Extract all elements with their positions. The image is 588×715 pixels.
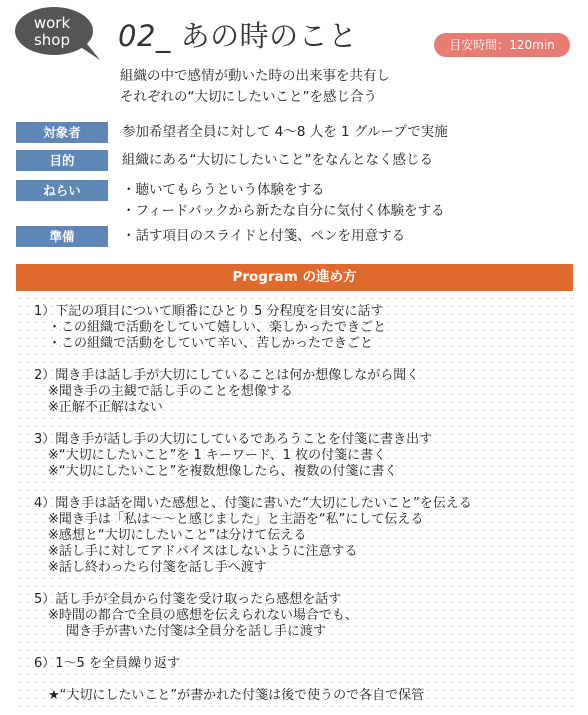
step-sub: ※聞き手は「私は〜〜と感じました」と主語を“私”にして伝える bbox=[48, 512, 424, 527]
step-main: 2）聞き手は話し手が大切にしていることは何か想像しながら聞く bbox=[34, 368, 420, 383]
title-number: 02_ bbox=[118, 19, 171, 53]
info-value-line: ・聴いてもらうという体験をする bbox=[122, 182, 325, 198]
title-text: あの時のこと bbox=[180, 19, 358, 53]
intro-text bbox=[120, 66, 390, 108]
info-label: 準備 bbox=[16, 226, 108, 247]
program-step-4 bbox=[34, 496, 472, 576]
info-value bbox=[122, 180, 582, 222]
step-sub: ・この組織で活動をしていて辛い、苦しかったできごと bbox=[48, 336, 374, 351]
step-sub: ※“大切にしたいこと”を複数想像したら、複数の付箋に書く bbox=[48, 464, 398, 479]
time-badge: 目安時間：120min bbox=[434, 33, 570, 57]
step-sub: ※話し終わったら付箋を話し手へ渡す bbox=[48, 560, 267, 575]
program-step-1 bbox=[34, 304, 386, 352]
step-sub: ※“大切にしたいこと”を 1 キーワード、1 枚の付箋に書く bbox=[48, 448, 387, 463]
step-sub: ※話し手に対してアドバイスはしないように注意する bbox=[48, 544, 358, 559]
bubble-line-work: work bbox=[33, 14, 71, 32]
info-label: 目的 bbox=[16, 150, 108, 171]
page-title bbox=[118, 14, 358, 55]
step-main: 4）聞き手は話を聞いた感想と、付箋に書いた“大切にしたいこと”を伝える bbox=[34, 496, 472, 511]
intro-line: それぞれの“大切にしたいこと”を感じ合う bbox=[120, 89, 377, 105]
info-label: 対象者 bbox=[16, 122, 108, 143]
step-sub: ・この組織で活動をしていて嬉しい、楽しかったできごと bbox=[48, 320, 387, 335]
program-heading: Program の進め方 bbox=[16, 264, 573, 291]
step-sub: ※感想と“大切にしたいこと”は分けて伝える bbox=[48, 528, 307, 543]
info-value: 組織にある“大切にしたいこと”をなんとなく感じる bbox=[122, 152, 433, 168]
program-footer-note: ★“大切にしたいこと”が書かれた付箋は後で使うので各自で保管 bbox=[48, 688, 425, 703]
info-value: ・話す項目のスライドと付箋、ペンを用意する bbox=[122, 228, 406, 244]
step-sub: ※正解不正解はない bbox=[48, 400, 163, 415]
info-label: ねらい bbox=[16, 180, 108, 201]
step-main: 6）1〜5 を全員繰り返す bbox=[34, 656, 180, 671]
step-sub: ※時間の都合で全員の感想を伝えられない場合でも、 bbox=[48, 608, 358, 623]
program-step-6 bbox=[34, 656, 180, 672]
step-sub: 聞き手が書いた付箋は全員分を話し手に渡す bbox=[66, 624, 327, 639]
bubble-line-shop: shop bbox=[33, 31, 71, 49]
program-body bbox=[16, 294, 573, 710]
step-main: 3）聞き手が話し手の大切にしているであろうことを付箋に書き出す bbox=[34, 432, 433, 447]
step-main: 1）下記の項目について順番にひとり 5 分程度を目安に話す bbox=[34, 304, 384, 319]
workshop-bubble bbox=[14, 6, 102, 62]
info-value-line: ・フィードバックから新たな自分に気付く体験をする bbox=[122, 203, 445, 219]
info-value: 参加希望者全員に対して 4〜8 人を 1 グループで実施 bbox=[122, 124, 448, 140]
program-step-5 bbox=[34, 592, 358, 640]
step-sub: ※聞き手の主観で話し手のことを想像する bbox=[48, 384, 293, 399]
program-step-3 bbox=[34, 432, 432, 480]
step-main: 5）話し手が全員から付箋を受け取ったら感想を話す bbox=[34, 592, 342, 607]
intro-line: 組織の中で感情が動いた時の出来事を共有し bbox=[120, 68, 390, 84]
program-step-2 bbox=[34, 368, 419, 416]
